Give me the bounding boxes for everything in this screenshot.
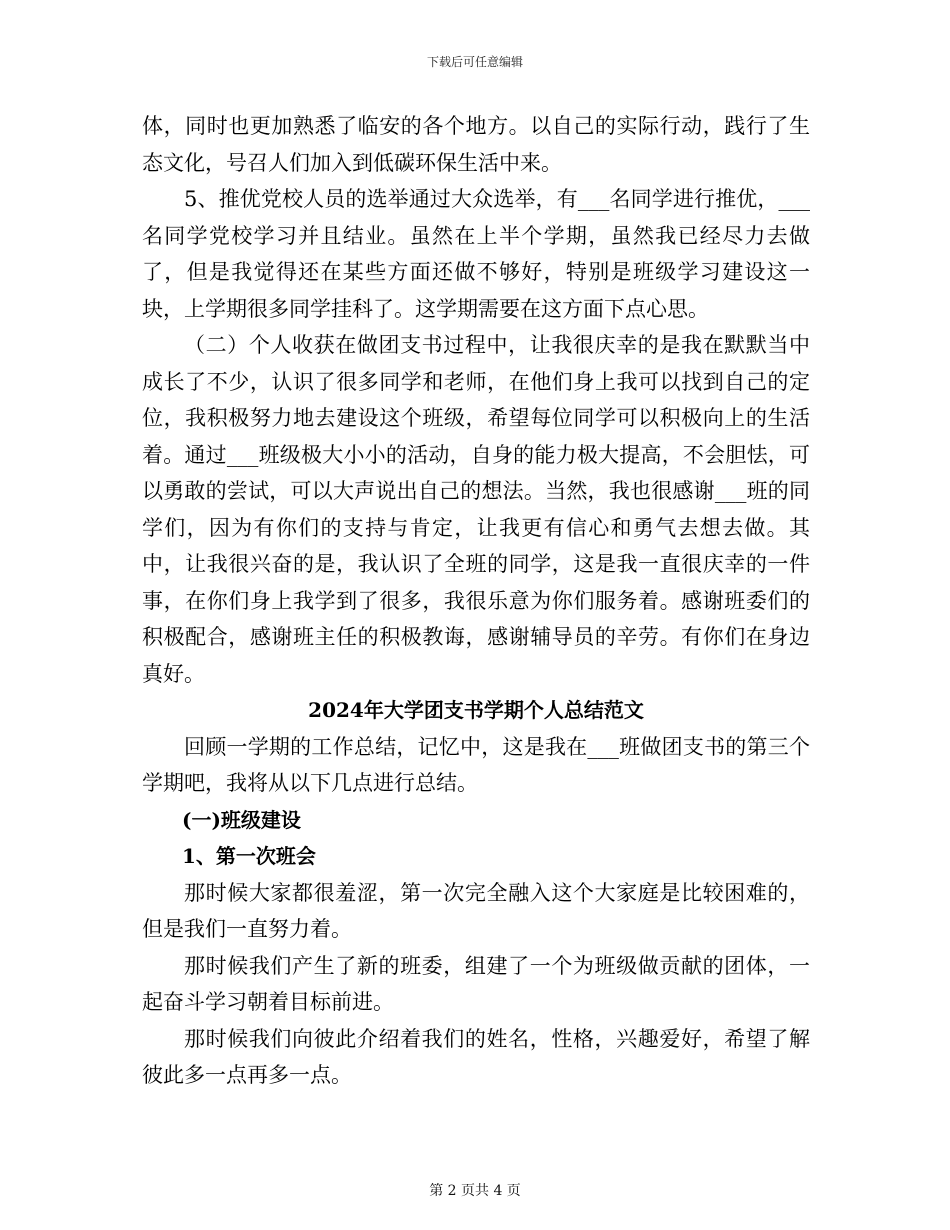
document-body	[142, 108, 810, 1094]
paragraph-party-school: 5、推优党校人员的选举通过大众选举，有___名同学进行推优，___名同学党校学习并且结业。虽然在上半个学期，虽然我已经尽力去做了，但是我觉得还在某些方面还做不够好，特别是班级学习建设这一块，上学期很多同学挂科了。这学期需要在这方面下点心思。	[142, 187, 810, 321]
item-heading-first-meeting: 1、第一次班会	[182, 844, 316, 868]
page-header-note: 下载后可任意编辑	[426, 55, 523, 69]
paragraph-new-committee: 那时候我们产生了新的班委，组建了一个为班级做贡献的团体，一起奋斗学习朝着目标前进。	[142, 953, 810, 1014]
paragraph-personal-gains: （二）个人收获在做团支书过程中，让我很庆幸的是我在默默当中成长了不少，认识了很多同学和老师，在他们身上我可以找到自己的定位，我积极努力地去建设这个班级，希望每位同学可以积极向上的生活着。通过___班级极大小小的活动，自身的能力极大提高，不会胆怯，可以勇敢的尝试，可以大声说出自己的想法。当然，我也很感谢___班的同学们，因为有你们的支持与肯定，让我更有信心和勇气去想去做。其中，让我很兴奋的是，我认识了全班的同学，这是我一直很庆幸的一件事，在你们身上我学到了很多，我很乐意为你们服务着。感谢班委们的积极配合，感谢班主任的积极教诲，感谢辅导员的辛劳。有你们在身边真好。	[142, 333, 810, 686]
paragraph-review: 回顾一学期的工作总结，记忆中，这是我在___班做团支书的第三个学期吧，我将从以下几点进行总结。	[142, 734, 810, 795]
section-heading-class-building: (一)班级建设	[182, 807, 301, 832]
paragraph-continuation: 体，同时也更加熟悉了临安的各个地方。以自己的实际行动，践行了生态文化，号召人们加入到低碳环保生活中来。	[142, 114, 810, 175]
page-number-footer: 第 2 页共 4 页	[429, 1183, 521, 1199]
paragraph-shy: 那时候大家都很羞涩，第一次完全融入这个大家庭是比较困难的，但是我们一直努力着。	[142, 880, 810, 941]
document-title: 2024年大学团支书学期个人总结范文	[308, 698, 644, 722]
paragraph-introductions: 那时候我们向彼此介绍着我们的姓名，性格，兴趣爱好，希望了解彼此多一点再多一点。	[142, 1026, 810, 1087]
